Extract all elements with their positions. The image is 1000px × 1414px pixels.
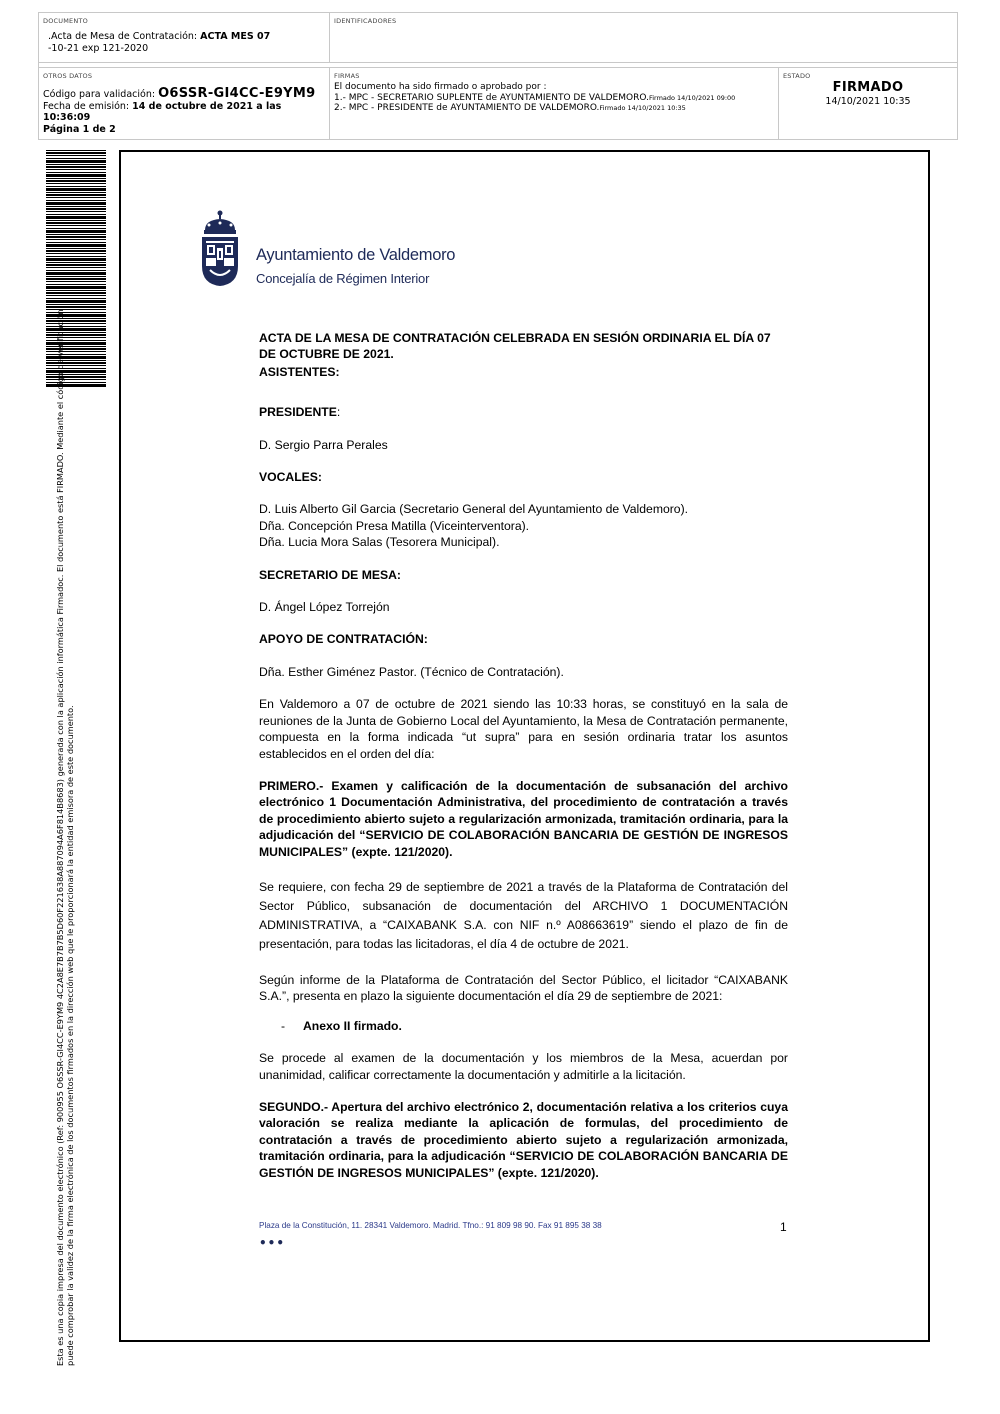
firma-2: 2.- MPC - PRESIDENTE de AYUNTAMIENTO DE VALDEMORO.: [334, 103, 600, 113]
presidente-colon: :: [336, 405, 341, 420]
identificadores-label: IDENTIFICADORES: [334, 17, 397, 25]
presidente-heading: [259, 404, 788, 420]
primero-paragraph: PRIMERO.- Examen y calificación de la documentación de subsanación del archivo electrónico 1 Documentación Administrativa, del procedimiento de contratación a través de procedimiento abierto sujeto a regularización armonizada, tramitación ordinaria, para la adjudicación del “SERVICIO DE COLABORACIÓN BANCARIA DE GESTIÓN DE INGRESOS MUNICIPALES” (expte. 121/2020).: [259, 778, 788, 859]
documento-line2: -10-21 exp 121-2020: [48, 43, 149, 54]
firma-1: 1.- MPC - SECRETARIO SUPLENTE de AYUNTAMIENTO DE VALDEMORO.: [334, 92, 649, 103]
codigo-label: Código para validación:: [43, 89, 159, 100]
fecha-label: Fecha de emisión:: [43, 100, 133, 112]
verification-note-line2: puede comprobar la validez de la firma electrónica de los documentos firmados en la dirección web que le proporcionará la entidad emisora de este documento.: [65, 705, 75, 1366]
list-item: [259, 1018, 788, 1034]
documento-label: DOCUMENTO: [43, 17, 88, 25]
vocales-heading: VOCALES:: [259, 470, 322, 485]
fecha-emision: 14 de octubre de 2021 a las 10:36:09: [43, 100, 282, 123]
firmas-intro: El documento ha sido firmado o aprobado por :: [334, 82, 547, 92]
segundo-paragraph: SEGUNDO.- Apertura del archivo electrónico 2, documentación relativa a los criterios cuya valoración se realiza mediante la aplicación de formulas, del procedimiento de contratación a través de procedimiento abierto sujeto a regularización armonizada, tramitación ordinaria, para la adjudicación “SERVICIO DE COLABORACIÓN BANCARIA DE GESTIÓN DE INGRESOS MUNICIPALES” (expte. 121/2020).: [259, 1099, 788, 1180]
vocal-3: Dña. Lucia Mora Salas (Tesorera Municipal).: [259, 535, 500, 550]
vocal-1: D. Luis Alberto Gil Garcia (Secretario General del Ayuntamiento de Valdemoro).: [259, 502, 689, 517]
org-subtitle: Concejalía de Régimen Interior: [256, 271, 430, 286]
verification-note-line1: Esta es una copia impresa del documento electrónico (Ref: 900955 O6SSR-GI4CC-E9YM9 4C2A8E7B7B7B5D60F221638A887094A6F814B8683) generada con la aplicación informática Firmadoc. El documento está FIRMADO. Mediante el código de verificación: [55, 309, 65, 1366]
footer-address: Plaza de la Constitución, 11. 28341 Valdemoro. Madrid. Tfno.: 91 809 98 90. Fax 91 895 38 38: [259, 1221, 602, 1230]
presidente-name: D. Sergio Parra Perales: [259, 437, 388, 452]
firmas-label: FIRMAS: [334, 72, 360, 80]
estado-label: ESTADO: [783, 72, 811, 80]
footer-dots: •••: [259, 1236, 286, 1250]
identificadores-cell: [330, 13, 957, 63]
org-name: Ayuntamiento de Valdemoro: [256, 246, 456, 264]
document-body: [259, 330, 788, 1181]
estado-value: FIRMADO: [832, 80, 904, 95]
presidente-label: PRESIDENTE: [259, 405, 337, 420]
bullet-dash: -: [281, 1018, 286, 1033]
secretario-name: D. Ángel López Torrejón: [259, 600, 390, 615]
coat-of-arms-logo: [195, 208, 245, 288]
vocal-2: Dña. Concepción Presa Matilla (Viceinterventora).: [259, 518, 530, 533]
procede-paragraph: Se procede al examen de la documentación y los miembros de la Mesa, acuerdan por unanimidad, calificar correctamente la documentación y admitirle a la licitación.: [259, 1051, 788, 1082]
asistentes-heading: ASISTENTES:: [259, 364, 340, 379]
page-number: 1: [780, 1220, 787, 1234]
documento-prefix: .Acta de Mesa de Contratación:: [48, 31, 201, 42]
estado-cell: [779, 67, 957, 139]
otros-datos-label: OTROS DATOS: [43, 72, 93, 80]
firmas-cell: [330, 67, 779, 139]
documento-bold: ACTA MES 07: [200, 31, 271, 42]
estado-date: 14/10/2021 10:35: [825, 96, 911, 107]
segun-paragraph: Según informe de la Plataforma de Contratación del Sector Público, el licitador “CAIXABANK S.A.”, presenta en plazo la siguiente documentación el día 29 de septiembre de 2021:: [259, 972, 788, 1004]
documento-cell: [39, 13, 330, 63]
firmas-text: [334, 82, 735, 114]
document-header: [38, 12, 958, 140]
firma-2-date: Firmado 14/10/2021 10:35: [599, 104, 686, 112]
otros-datos-cell: [39, 67, 330, 139]
apoyo-name: Dña. Esther Giménez Pastor. (Técnico de Contratación).: [259, 664, 564, 679]
bullet-text: Anexo II firmado.: [303, 1018, 402, 1033]
documento-title: [48, 31, 318, 55]
secretario-heading: SECRETARIO DE MESA:: [259, 567, 401, 582]
acta-title: ACTA DE LA MESA DE CONTRATACIÓN CELEBRADA EN SESIÓN ORDINARIA EL DÍA 07 DE OCTUBRE DE 2021.: [259, 331, 771, 362]
firma-1-date: Firmado 14/10/2021 09:00: [648, 93, 736, 102]
codigo-validacion[interactable]: O6SSR-GI4CC-E9YM9: [158, 86, 316, 101]
apoyo-heading: APOYO DE CONTRATACIÓN:: [259, 632, 428, 647]
requiere-paragraph: Se requiere, con fecha 29 de septiembre de 2021 a través de la Plataforma de Contratación del Sector Público, subsanación de documentación del ARCHIVO 1 DOCUMENTACIÓN ADMINISTRATIVA, a “CAIXABANK S.A. con NIF n.º A08663619” siendo el plazo de fin de presentación, para todas las licitadoras, el día 4 de octubre de 2021.: [259, 879, 788, 951]
intro-paragraph: En Valdemoro a 07 de octubre de 2021 siendo las 10:33 horas, se constituyó en la sala de reuniones de la Junta de Gobierno Local del Ayuntamiento, la Mesa de Contratación permanente, compuesta en la forma indicada “ut supra” para en sesión ordinaria tratar los asuntos establecidos en el orden del día:: [259, 697, 788, 761]
page-indicator: Página 1 de 2: [43, 123, 116, 135]
otros-datos-text: [43, 88, 329, 135]
